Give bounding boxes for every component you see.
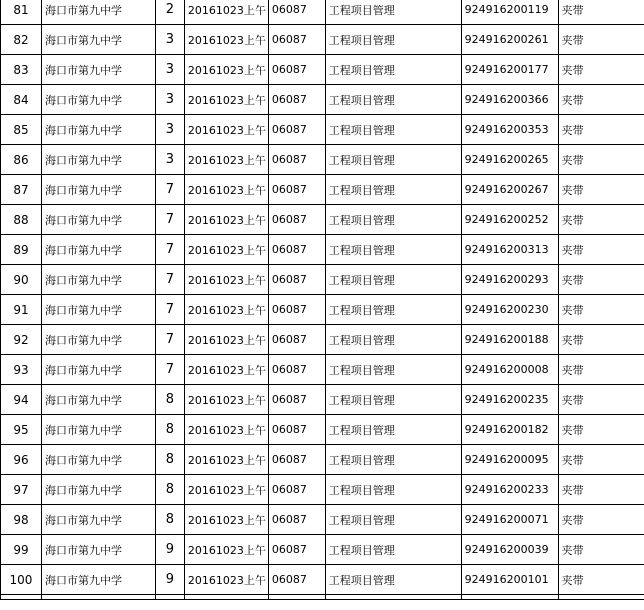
admission-ticket-number-cell: 924916200267 xyxy=(461,175,558,205)
exam-room-cell: 8 xyxy=(155,385,184,415)
admission-ticket-number-cell: 924916200252 xyxy=(461,205,558,235)
exam-session-cell: 20161023上午 xyxy=(184,0,268,25)
school-name-cell: 海口市第九中学 xyxy=(41,535,155,565)
violation-type-cell: 夹带 xyxy=(558,295,644,325)
admission-ticket-number-cell: 924916200182 xyxy=(461,415,558,445)
violation-type-cell: 夹带 xyxy=(558,235,644,265)
admission-ticket-number-cell: 924916200230 xyxy=(461,295,558,325)
course-code-cell: 06087 xyxy=(268,355,325,385)
exam-room-cell: 3 xyxy=(155,145,184,175)
exam-room-cell: 8 xyxy=(155,415,184,445)
admission-ticket-number-cell: 924916200101 xyxy=(461,565,558,595)
row-number-cell: 82 xyxy=(1,25,42,55)
course-name-cell: 工程项目管理 xyxy=(325,355,461,385)
exam-room-cell: 2 xyxy=(155,0,184,25)
exam-room-cell: 7 xyxy=(155,205,184,235)
exam-session-cell: 20161023上午 xyxy=(184,445,268,475)
course-name-cell: 工程项目管理 xyxy=(325,415,461,445)
row-number-cell: 90 xyxy=(1,265,42,295)
school-name-cell: 海口市第九中学 xyxy=(41,505,155,535)
violation-type-cell: 夹带 xyxy=(558,325,644,355)
exam-room-cell: 7 xyxy=(155,355,184,385)
violation-type-cell: 夹带 xyxy=(558,415,644,445)
exam-room-cell: 3 xyxy=(155,55,184,85)
course-code-cell: 06087 xyxy=(268,265,325,295)
course-code-cell: 06087 xyxy=(268,115,325,145)
school-name-cell: 海口市第九中学 xyxy=(41,55,155,85)
row-number-cell: 89 xyxy=(1,235,42,265)
empty-cell xyxy=(325,595,461,600)
exam-room-cell: 7 xyxy=(155,325,184,355)
admission-ticket-number-cell: 924916200261 xyxy=(461,25,558,55)
exam-session-cell: 20161023上午 xyxy=(184,325,268,355)
school-name-cell: 海口市第九中学 xyxy=(41,115,155,145)
course-name-cell: 工程项目管理 xyxy=(325,295,461,325)
violation-type-cell: 夹带 xyxy=(558,355,644,385)
exam-session-cell: 20161023上午 xyxy=(184,175,268,205)
violation-type-cell: 夹带 xyxy=(558,565,644,595)
school-name-cell: 海口市第九中学 xyxy=(41,85,155,115)
course-code-cell: 06087 xyxy=(268,295,325,325)
empty-cell xyxy=(1,595,42,600)
violation-type-cell: 夹带 xyxy=(558,25,644,55)
table-row xyxy=(1,535,644,565)
table-row xyxy=(1,115,644,145)
admission-ticket-number-cell: 924916200366 xyxy=(461,85,558,115)
exam-session-cell: 20161023上午 xyxy=(184,25,268,55)
course-code-cell: 06087 xyxy=(268,505,325,535)
school-name-cell: 海口市第九中学 xyxy=(41,355,155,385)
school-name-cell: 海口市第九中学 xyxy=(41,415,155,445)
table-row xyxy=(1,355,644,385)
course-name-cell: 工程项目管理 xyxy=(325,25,461,55)
table-row xyxy=(1,205,644,235)
school-name-cell: 海口市第九中学 xyxy=(41,265,155,295)
admission-ticket-number-cell: 924916200039 xyxy=(461,535,558,565)
empty-cell xyxy=(461,595,558,600)
row-number-cell: 86 xyxy=(1,145,42,175)
course-name-cell: 工程项目管理 xyxy=(325,0,461,25)
violation-type-cell: 夹带 xyxy=(558,535,644,565)
table-row-partial xyxy=(1,595,644,600)
exam-session-cell: 20161023上午 xyxy=(184,535,268,565)
course-code-cell: 06087 xyxy=(268,415,325,445)
school-name-cell: 海口市第九中学 xyxy=(41,445,155,475)
exam-session-cell: 20161023上午 xyxy=(184,415,268,445)
admission-ticket-number-cell: 924916200265 xyxy=(461,145,558,175)
admission-ticket-number-cell: 924916200293 xyxy=(461,265,558,295)
exam-session-cell: 20161023上午 xyxy=(184,235,268,265)
table-row xyxy=(1,175,644,205)
exam-room-cell: 9 xyxy=(155,565,184,595)
exam-session-cell: 20161023上午 xyxy=(184,355,268,385)
row-number-cell: 98 xyxy=(1,505,42,535)
admission-ticket-number-cell: 924916200233 xyxy=(461,475,558,505)
violation-type-cell: 夹带 xyxy=(558,0,644,25)
row-number-cell: 93 xyxy=(1,355,42,385)
row-number-cell: 91 xyxy=(1,295,42,325)
empty-cell xyxy=(41,595,155,600)
violation-type-cell: 夹带 xyxy=(558,265,644,295)
course-name-cell: 工程项目管理 xyxy=(325,385,461,415)
table-row xyxy=(1,235,644,265)
exam-room-cell: 7 xyxy=(155,265,184,295)
exam-session-cell: 20161023上午 xyxy=(184,295,268,325)
exam-session-cell: 20161023上午 xyxy=(184,265,268,295)
exam-session-cell: 20161023上午 xyxy=(184,115,268,145)
table-row xyxy=(1,565,644,595)
table-row xyxy=(1,85,644,115)
row-number-cell: 92 xyxy=(1,325,42,355)
exam-session-cell: 20161023上午 xyxy=(184,565,268,595)
row-number-cell: 97 xyxy=(1,475,42,505)
exam-session-cell: 20161023上午 xyxy=(184,205,268,235)
admission-ticket-number-cell: 924916200313 xyxy=(461,235,558,265)
course-name-cell: 工程项目管理 xyxy=(325,235,461,265)
school-name-cell: 海口市第九中学 xyxy=(41,325,155,355)
school-name-cell: 海口市第九中学 xyxy=(41,205,155,235)
admission-ticket-number-cell: 924916200071 xyxy=(461,505,558,535)
course-code-cell: 06087 xyxy=(268,535,325,565)
school-name-cell: 海口市第九中学 xyxy=(41,565,155,595)
table-row xyxy=(1,25,644,55)
course-name-cell: 工程项目管理 xyxy=(325,325,461,355)
table-row xyxy=(1,55,644,85)
empty-cell xyxy=(268,595,325,600)
school-name-cell: 海口市第九中学 xyxy=(41,25,155,55)
exam-room-cell: 7 xyxy=(155,175,184,205)
exam-room-cell: 3 xyxy=(155,25,184,55)
admission-ticket-number-cell: 924916200095 xyxy=(461,445,558,475)
table-row xyxy=(1,505,644,535)
exam-room-cell: 8 xyxy=(155,505,184,535)
course-code-cell: 06087 xyxy=(268,55,325,85)
course-name-cell: 工程项目管理 xyxy=(325,475,461,505)
exam-room-cell: 3 xyxy=(155,115,184,145)
violation-type-cell: 夹带 xyxy=(558,145,644,175)
exam-session-cell: 20161023上午 xyxy=(184,145,268,175)
exam-session-cell: 20161023上午 xyxy=(184,385,268,415)
table-row xyxy=(1,385,644,415)
violation-type-cell: 夹带 xyxy=(558,475,644,505)
course-code-cell: 06087 xyxy=(268,235,325,265)
violation-type-cell: 夹带 xyxy=(558,55,644,85)
admission-ticket-number-cell: 924916200119 xyxy=(461,0,558,25)
course-code-cell: 06087 xyxy=(268,385,325,415)
table-row xyxy=(1,415,644,445)
empty-cell xyxy=(155,595,184,600)
admission-ticket-number-cell: 924916200008 xyxy=(461,355,558,385)
table-row xyxy=(1,295,644,325)
course-name-cell: 工程项目管理 xyxy=(325,265,461,295)
course-code-cell: 06087 xyxy=(268,85,325,115)
exam-room-cell: 7 xyxy=(155,295,184,325)
course-name-cell: 工程项目管理 xyxy=(325,55,461,85)
row-number-cell: 81 xyxy=(1,0,42,25)
course-name-cell: 工程项目管理 xyxy=(325,205,461,235)
exam-room-cell: 8 xyxy=(155,445,184,475)
table-row xyxy=(1,0,644,25)
violation-type-cell: 夹带 xyxy=(558,205,644,235)
violation-type-cell: 夹带 xyxy=(558,115,644,145)
course-name-cell: 工程项目管理 xyxy=(325,565,461,595)
admission-ticket-number-cell: 924916200235 xyxy=(461,385,558,415)
table-row xyxy=(1,265,644,295)
course-name-cell: 工程项目管理 xyxy=(325,505,461,535)
admission-ticket-number-cell: 924916200188 xyxy=(461,325,558,355)
course-code-cell: 06087 xyxy=(268,205,325,235)
violation-type-cell: 夹带 xyxy=(558,505,644,535)
row-number-cell: 88 xyxy=(1,205,42,235)
violation-type-cell: 夹带 xyxy=(558,445,644,475)
table-row xyxy=(1,145,644,175)
course-code-cell: 06087 xyxy=(268,25,325,55)
exam-session-cell: 20161023上午 xyxy=(184,55,268,85)
course-code-cell: 06087 xyxy=(268,445,325,475)
violation-type-cell: 夹带 xyxy=(558,85,644,115)
course-code-cell: 06087 xyxy=(268,565,325,595)
row-number-cell: 99 xyxy=(1,535,42,565)
row-number-cell: 95 xyxy=(1,415,42,445)
table-row xyxy=(1,475,644,505)
school-name-cell: 海口市第九中学 xyxy=(41,0,155,25)
exam-room-cell: 3 xyxy=(155,85,184,115)
course-code-cell: 06087 xyxy=(268,175,325,205)
school-name-cell: 海口市第九中学 xyxy=(41,145,155,175)
course-code-cell: 06087 xyxy=(268,0,325,25)
empty-cell xyxy=(184,595,268,600)
row-number-cell: 85 xyxy=(1,115,42,145)
exam-session-cell: 20161023上午 xyxy=(184,475,268,505)
course-name-cell: 工程项目管理 xyxy=(325,175,461,205)
violation-type-cell: 夹带 xyxy=(558,385,644,415)
exam-session-cell: 20161023上午 xyxy=(184,85,268,115)
school-name-cell: 海口市第九中学 xyxy=(41,235,155,265)
course-name-cell: 工程项目管理 xyxy=(325,445,461,475)
row-number-cell: 94 xyxy=(1,385,42,415)
course-code-cell: 06087 xyxy=(268,145,325,175)
row-number-cell: 100 xyxy=(1,565,42,595)
school-name-cell: 海口市第九中学 xyxy=(41,475,155,505)
school-name-cell: 海口市第九中学 xyxy=(41,295,155,325)
course-name-cell: 工程项目管理 xyxy=(325,535,461,565)
course-name-cell: 工程项目管理 xyxy=(325,85,461,115)
course-code-cell: 06087 xyxy=(268,325,325,355)
course-name-cell: 工程项目管理 xyxy=(325,145,461,175)
table-body xyxy=(1,0,644,600)
row-number-cell: 87 xyxy=(1,175,42,205)
violation-type-cell: 夹带 xyxy=(558,175,644,205)
school-name-cell: 海口市第九中学 xyxy=(41,385,155,415)
empty-cell xyxy=(558,595,644,600)
exam-room-cell: 7 xyxy=(155,235,184,265)
admission-ticket-number-cell: 924916200177 xyxy=(461,55,558,85)
exam-session-cell: 20161023上午 xyxy=(184,505,268,535)
admission-ticket-number-cell: 924916200353 xyxy=(461,115,558,145)
course-name-cell: 工程项目管理 xyxy=(325,115,461,145)
exam-room-cell: 8 xyxy=(155,475,184,505)
table-row xyxy=(1,325,644,355)
school-name-cell: 海口市第九中学 xyxy=(41,175,155,205)
exam-room-cell: 9 xyxy=(155,535,184,565)
table-row xyxy=(1,445,644,475)
row-number-cell: 83 xyxy=(1,55,42,85)
course-code-cell: 06087 xyxy=(268,475,325,505)
row-number-cell: 84 xyxy=(1,85,42,115)
row-number-cell: 96 xyxy=(1,445,42,475)
